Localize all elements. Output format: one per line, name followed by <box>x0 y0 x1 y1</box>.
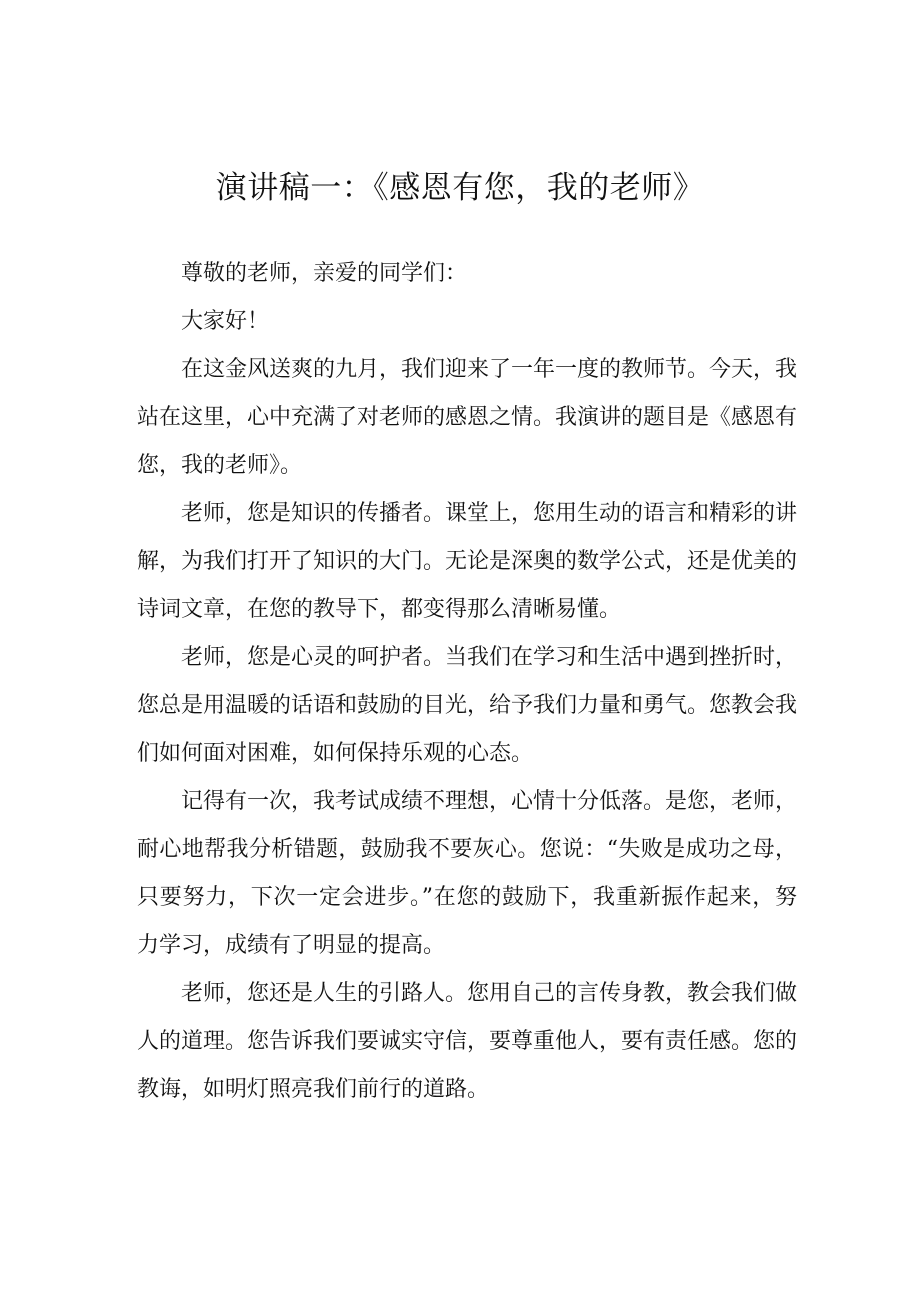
paragraph-care: 老师，您是心灵的呵护者。当我们在学习和生活中遇到挫折时，您总是用温暖的话语和鼓励的目光，给予我们力量和勇气。您教会我们如何面对困难，如何保持乐观的心态。 <box>137 645 798 766</box>
paragraph-knowledge: 老师，您是知识的传播者。课堂上，您用生动的语言和精彩的讲解，为我们打开了知识的大门。无论是深奥的数学公式，还是优美的诗词文章，在您的教导下，都变得那么清晰易懂。 <box>137 501 798 622</box>
document-body <box>137 250 797 1114</box>
document-title: 演讲稿一：《感恩有您，我的老师》 <box>215 170 705 206</box>
paragraph-guide: 老师，您还是人生的引路人。您用自己的言传身教，教会我们做人的道理。您告诉我们要诚实守信，要尊重他人，要有责任感。您的教诲，如明灯照亮我们前行的道路。 <box>137 981 798 1102</box>
paragraph-intro: 在这金风送爽的九月，我们迎来了一年一度的教师节。今天，我站在这里，心中充满了对老师的感恩之情。我演讲的题目是《感恩有您，我的老师》。 <box>137 357 798 478</box>
paragraph-memory: 记得有一次，我考试成绩不理想，心情十分低落。是您，老师，耐心地帮我分析错题，鼓励我不要灰心。您说：“失败是成功之母，只要努力，下次一定会进步。”在您的鼓励下，我重新振作起来，努力学习，成绩有了明显的提高。 <box>137 789 798 958</box>
paragraph-salutation: 尊敬的老师，亲爱的同学们： <box>181 261 468 286</box>
paragraph-greeting: 大家好！ <box>181 309 270 334</box>
